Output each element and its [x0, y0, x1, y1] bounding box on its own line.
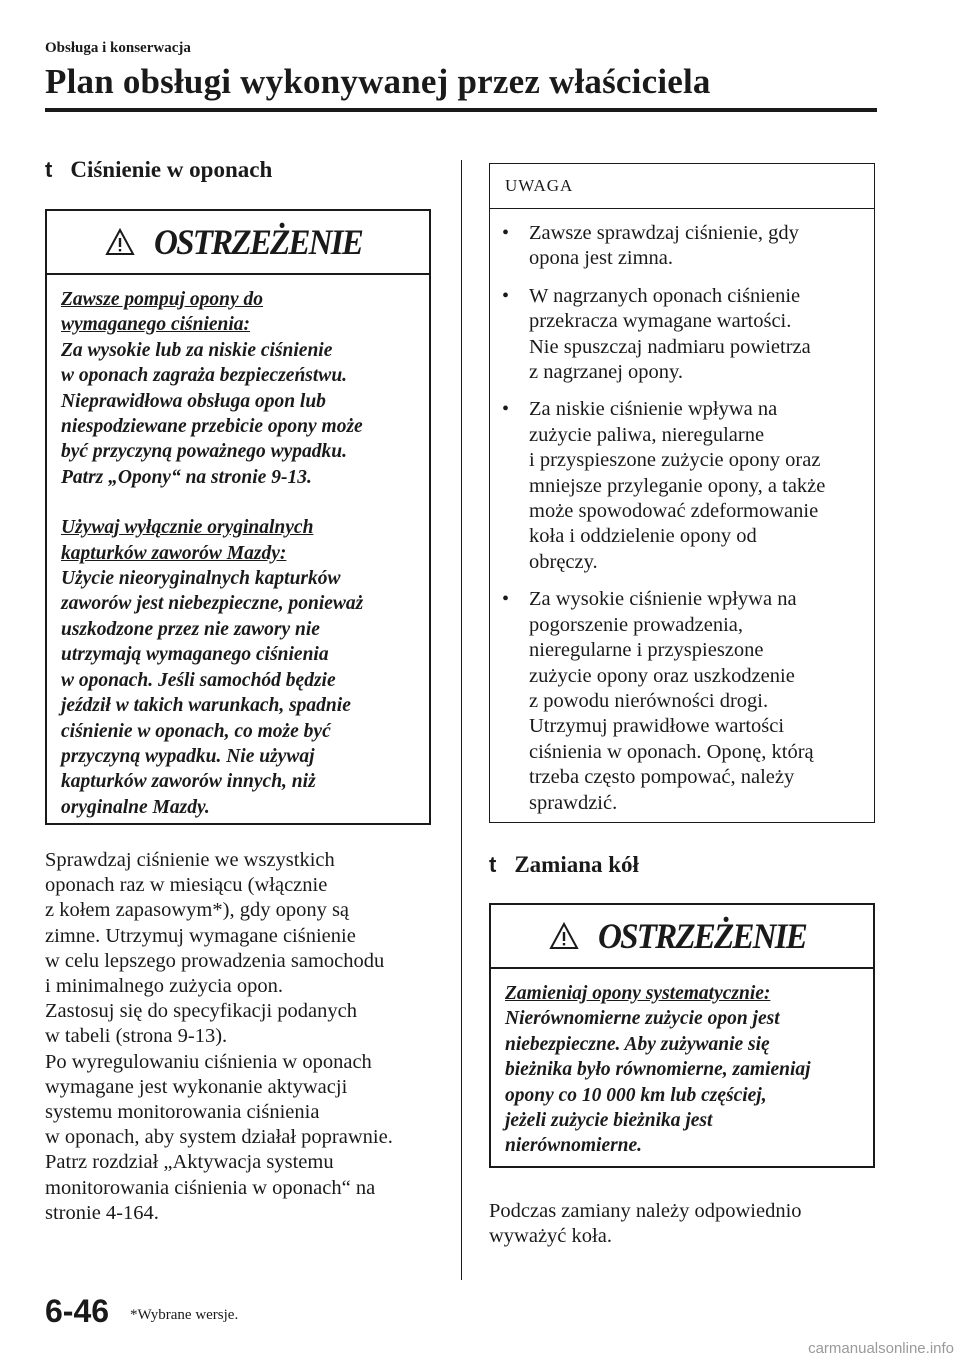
note-line: Nie spuszczaj nadmiaru powietrza	[529, 335, 811, 358]
note-line: pogorszenie prowadzenia,	[529, 613, 744, 636]
page-title: Plan obsługi wykonywanej przez właściciela	[45, 62, 711, 101]
warning-lead: Zamieniaj opony systematycznie:	[505, 983, 771, 1004]
warning-line: jeździł w takich warunkach, spadnie	[61, 695, 351, 717]
note-line: obręczy.	[529, 550, 598, 573]
heading-tire-pressure	[45, 157, 272, 183]
note-line: z powodu nierówności drogi.	[529, 689, 769, 712]
warning-line: być przyczyną poważnego wypadku.	[61, 441, 347, 463]
warning-box-wheel-rotation	[489, 903, 875, 1168]
note-line: może spowodować zdeformowanie	[529, 500, 819, 523]
column-divider	[461, 160, 462, 1280]
heading-marker: t	[45, 157, 53, 182]
body-line: wyważyć koła.	[489, 1225, 612, 1248]
note-line: koła i oddzielenie opony od	[529, 525, 757, 548]
section-label: Obsługa i konserwacja	[45, 40, 191, 56]
body-line: oponach raz w miesiącu (włącznie	[45, 874, 328, 897]
note-line: sprawdzić.	[529, 791, 618, 814]
note-line: Utrzymuj prawidłowe wartości	[529, 715, 785, 738]
heading-text: Zamiana kół	[514, 852, 639, 877]
warning-line: oryginalne Mazdy.	[61, 796, 210, 818]
note-line: opona jest zimna.	[529, 247, 674, 270]
note-line: W nagrzanych oponach ciśnienie	[529, 284, 801, 307]
body-line: wymagane jest wykonanie aktywacji	[45, 1075, 348, 1098]
body-line: Zastosuj się do specyfikacji podanych	[45, 1000, 357, 1023]
footnote: *Wybrane wersje.	[130, 1307, 239, 1323]
body-line: w tabeli (strona 9-13).	[45, 1025, 228, 1048]
bullet: •	[502, 284, 510, 307]
body-line: monitorowania ciśnienia w oponach“ na	[45, 1176, 376, 1199]
body-line: i minimalnego zużycia opon.	[45, 975, 283, 998]
warning-line: niebezpieczne. Aby zużywanie się	[505, 1033, 770, 1055]
warning-line: uszkodzone przez nie zawory nie	[61, 618, 320, 640]
warning-lead: Używaj wyłącznie oryginalnych	[61, 517, 314, 539]
note-list	[490, 209, 874, 816]
body-line: w celu lepszego prowadzenia samochodu	[45, 949, 385, 972]
warning-body	[47, 275, 429, 832]
warning-title: OSTRZEŻENIE	[154, 222, 362, 262]
warning-body	[491, 969, 873, 1171]
warning-line: Nieprawidłowa obsługa opon lub	[61, 390, 326, 412]
note-item	[502, 587, 864, 816]
warning-line: zaworów jest niebezpieczne, ponieważ	[61, 593, 364, 615]
note-line: Za wysokie ciśnienie wpływa na	[529, 588, 797, 611]
note-line: i przyspieszone zużycie opony oraz	[529, 449, 821, 472]
warning-lead: wymaganego ciśnienia:	[61, 314, 251, 336]
watermark: carmanualsonline.info	[808, 1340, 954, 1357]
warning-triangle-icon	[105, 227, 135, 257]
warning-line: ciśnienie w oponach, co może być	[61, 720, 331, 742]
warning-header	[47, 211, 429, 275]
note-item	[502, 284, 864, 386]
bullet: •	[502, 222, 510, 244]
warning-header	[491, 905, 873, 969]
body-line: systemu monitorowania ciśnienia	[45, 1101, 320, 1124]
warning-line: jeżeli zużycie bieżnika jest	[505, 1110, 713, 1132]
warning-line: opony co 10 000 km lub częściej,	[505, 1084, 767, 1106]
warning-title: OSTRZEŻENIE	[598, 916, 806, 956]
page-number: 6-46	[45, 1293, 110, 1329]
warning-lead: Zawsze pompuj opony do	[61, 289, 264, 310]
warning-line: utrzymają wymaganego ciśnienia	[61, 644, 329, 666]
heading-marker: t	[489, 852, 497, 877]
body-line: w oponach, aby system działał poprawnie.	[45, 1126, 393, 1149]
note-title: UWAGA	[490, 164, 874, 209]
note-line: ciśnienia w oponach. Oponę, którą	[529, 740, 814, 763]
heading-text: Ciśnienie w oponach	[70, 157, 273, 182]
warning-line: Nierównomierne zużycie opon jest	[505, 1008, 780, 1030]
body-line: Po wyregulowaniu ciśnienia w oponach	[45, 1050, 372, 1073]
warning-line: Użycie nieoryginalnych kapturków	[61, 568, 341, 590]
note-item	[502, 397, 864, 575]
warning-line: w oponach zagraża bezpieczeństwu.	[61, 365, 348, 387]
warning-line: Patrz „Opony“ na stronie 9-13.	[61, 466, 312, 488]
heading-wheel-rotation	[489, 852, 639, 878]
note-line: trzeba często pompować, należy	[529, 766, 795, 789]
body-line: Sprawdzaj ciśnienie we wszystkich	[45, 849, 335, 871]
warning-line: niespodziewane przebicie opony może	[61, 416, 363, 438]
body-text-wheel-rotation	[489, 1199, 889, 1249]
note-item	[502, 221, 864, 272]
body-text-tire-pressure	[45, 848, 445, 1226]
warning-triangle-icon	[549, 921, 579, 951]
bullet: •	[502, 398, 510, 421]
body-line: Podczas zamiany należy odpowiednio	[489, 1200, 802, 1222]
body-line: stronie 4-164.	[45, 1201, 159, 1224]
note-line: nieregularne i przyspieszone	[529, 639, 764, 662]
body-line: Patrz rozdział „Aktywacja systemu	[45, 1151, 334, 1174]
note-line: zużycie paliwa, nieregularne	[529, 423, 765, 446]
note-line: przekracza wymagane wartości.	[529, 310, 792, 333]
note-line: Za niskie ciśnienie wpływa na	[529, 398, 778, 421]
warning-line: nierównomierne.	[505, 1135, 643, 1157]
body-line: z kołem zapasowym*), gdy opony są	[45, 899, 350, 922]
note-line: Zawsze sprawdzaj ciśnienie, gdy	[529, 222, 799, 244]
warning-line: bieżnika było równomierne, zamieniaj	[505, 1059, 811, 1081]
note-box	[489, 163, 875, 823]
warning-box-tire-pressure	[45, 209, 431, 825]
bullet: •	[502, 588, 510, 611]
note-line: zużycie opony oraz uszkodzenie	[529, 664, 795, 687]
warning-line: kapturków zaworów innych, niż	[61, 771, 316, 793]
note-line: mniejsze przyleganie opony, a także	[529, 474, 826, 497]
warning-line: przyczyną wypadku. Nie używaj	[61, 745, 315, 767]
warning-line: Za wysokie lub za niskie ciśnienie	[61, 339, 333, 361]
header-rule	[45, 108, 877, 112]
body-line: zimne. Utrzymuj wymagane ciśnienie	[45, 924, 356, 947]
note-line: z nagrzanej opony.	[529, 361, 684, 384]
warning-line: w oponach. Jeśli samochód będzie	[61, 669, 336, 691]
warning-lead: kapturków zaworów Mazdy:	[61, 542, 287, 564]
